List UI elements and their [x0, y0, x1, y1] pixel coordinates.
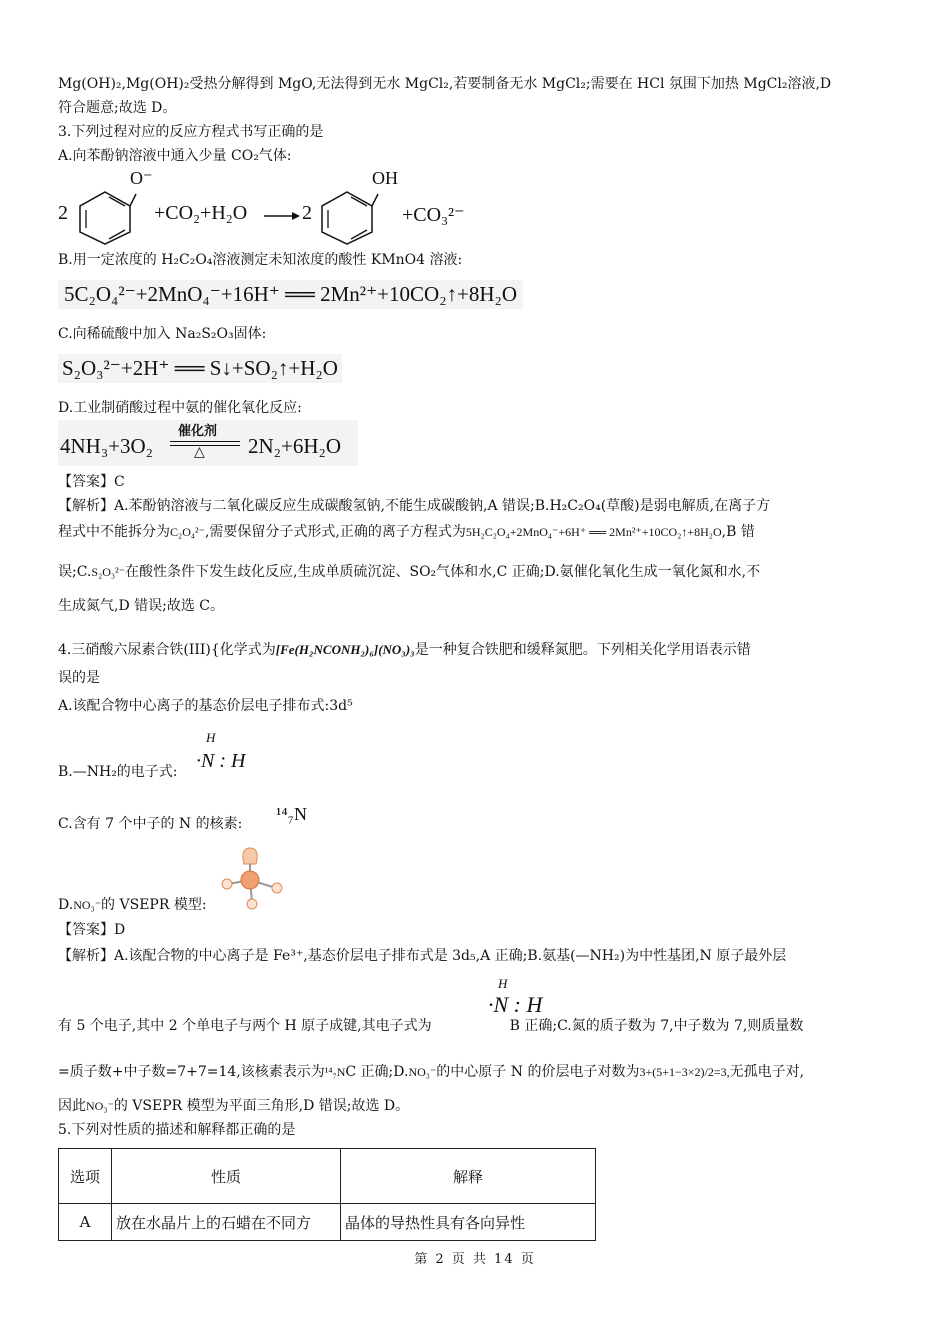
- formula: [Fe(H₂NCONH₂)₆](NO₃)₃: [275, 642, 415, 657]
- text: 误;C.: [58, 564, 92, 580]
- option-4c: C.含有 7 个中子的 N 的核素:: [58, 816, 243, 832]
- arrow-icon: [264, 210, 300, 222]
- equation-d: [58, 420, 358, 466]
- text: ,需要保留分子式形式,正确的离子方程式为: [204, 524, 466, 540]
- text: C 正确;D.: [345, 1064, 409, 1080]
- text: D.: [58, 897, 74, 913]
- phenol-oh: OH: [372, 168, 398, 188]
- options-table: [58, 1148, 596, 1241]
- text: 因此: [58, 1098, 86, 1114]
- explanation-3: [58, 560, 894, 584]
- explanation-3: 生成氮气,D 错误;故选 C。: [58, 598, 225, 614]
- text: 有 5 个电子,其中 2 个单电子与两个 H 原子成键,其电子式为: [58, 1018, 432, 1034]
- coef: 2: [58, 202, 68, 224]
- text: ,B 错: [721, 524, 755, 540]
- equation-b: 5C₂O₄²⁻+2MnO₄⁻+16H⁺ ══ 2Mn²⁺+10CO₂↑+8H₂O: [58, 280, 523, 309]
- table-cell: 放在水晶片上的石蜡在不同方: [112, 1204, 341, 1241]
- nh2-label: ·N : H: [196, 750, 246, 772]
- text: 的 VSEPR 模型为平面三角形,D 错误;故选 D。: [113, 1098, 410, 1114]
- text: 无孤电子对,: [729, 1064, 805, 1080]
- nuclide: ¹⁴₇N: [276, 804, 307, 824]
- phenolate-o: O⁻: [130, 168, 153, 188]
- option-3a: A.向苯酚钠溶液中通入少量 CO₂气体:: [58, 148, 292, 164]
- option-4a: A.该配合物中心离子的基态价层电子排布式:3d⁵: [58, 698, 353, 714]
- text: 是一种复合铁肥和缓释氮肥。下列相关化学用语表示错: [414, 642, 751, 658]
- vsepr-model-icon: [214, 846, 292, 912]
- question-5-stem: 5.下列对性质的描述和解释都正确的是: [58, 1122, 296, 1138]
- reactants: 4NH₃+3O₂: [60, 434, 153, 458]
- explanation-4: 【解析】A.该配合物的中心离子是 Fe³⁺,基态价层电子排布式是 3d₅,A 正确;B.氨基(—NH₂)为中性基团,N 原子最外层: [58, 948, 787, 964]
- coef: 2: [302, 202, 312, 224]
- h-label: H: [206, 730, 216, 745]
- equation-a: [58, 168, 478, 248]
- formula: NO₃⁻: [408, 1065, 437, 1079]
- table-header: 性质: [112, 1149, 341, 1204]
- text: 4.三硝酸六尿素合铁(III){化学式为: [58, 642, 276, 658]
- question-4-stem: 误的是: [58, 670, 100, 686]
- table-header-row: [59, 1149, 596, 1204]
- explanation-3: 【解析】A.苯酚钠溶液与二氧化碳反应生成碳酸氢钠,不能生成碳酸钠,A 错误;B.H₂C₂O₄(草酸)是弱电解质,在离子方: [58, 498, 771, 514]
- heat-symbol: △: [194, 445, 205, 460]
- nh2-label: ·N : H: [488, 992, 543, 1017]
- h-label: H: [498, 976, 508, 991]
- product: +CO₃²⁻: [402, 204, 465, 226]
- formula: NO₃⁻: [86, 1099, 114, 1113]
- question-3-stem: 3.下列过程对应的反应方程式书写正确的是: [58, 124, 324, 140]
- answer-3: 【答案】C: [58, 474, 125, 490]
- text: 的中心原子 N 的价层电子对数为: [436, 1064, 640, 1080]
- option-3c: C.向稀硫酸中加入 Na₂S₂O₃固体:: [58, 326, 267, 342]
- text: 程式中不能拆分为: [58, 524, 170, 540]
- explanation-3: [58, 520, 894, 544]
- text: 在酸性条件下发生歧化反应,生成单质硫沉淀、SO₂气体和水,C 正确;D.氨催化氧化生成一氧化氮和水,不: [125, 564, 761, 580]
- table-cell: A: [59, 1204, 112, 1241]
- explanation-4: [58, 1094, 894, 1118]
- option-4d: [58, 893, 894, 917]
- reaction-line: [170, 441, 240, 442]
- reactants: +CO₂+H₂O: [154, 202, 248, 224]
- question-4-stem: [58, 638, 894, 662]
- text-line: Mg(OH)₂,Mg(OH)₂受热分解得到 MgO,无法得到无水 MgCl₂,若要制备无水 MgCl₂;需要在 HCl 氛围下加热 MgCl₂溶液,D: [58, 76, 832, 92]
- benzene-ring-icon: [314, 184, 380, 246]
- explanation-4: [58, 1014, 894, 1038]
- formula: C₂O₄²⁻: [170, 525, 205, 539]
- answer-4: 【答案】D: [58, 922, 126, 938]
- text: B 正确;C.氮的质子数为 7,中子数为 7,则质量数: [509, 1018, 804, 1034]
- formula: 3+(5+1−3×2)/2=3,: [639, 1065, 730, 1079]
- formula: S₂O₃²⁻: [91, 565, 126, 579]
- text: =质子数+中子数=7+7=14,该核素表示为: [58, 1064, 325, 1080]
- reaction-line: [170, 445, 240, 446]
- explanation-4: [58, 1060, 894, 1084]
- table-header: 选项: [59, 1149, 112, 1204]
- formula: 5H₂C₂O₄+2MnO₄⁻+6H⁺ ══ 2Mn²⁺+10CO₂↑+8H₂O: [465, 525, 722, 539]
- text: 的 VSEPR 模型:: [101, 897, 207, 913]
- formula: NO₃⁻: [73, 898, 102, 912]
- option-4b: B.—NH₂的电子式:: [58, 764, 178, 780]
- catalyst-label: 催化剂: [178, 424, 218, 439]
- table-row: [59, 1204, 596, 1241]
- table-header: 解释: [341, 1149, 596, 1204]
- table-cell: 晶体的导热性具有各向异性: [341, 1204, 596, 1241]
- option-3d: D.工业制硝酸过程中氨的催化氧化反应:: [58, 400, 302, 416]
- text-line: 符合题意;故选 D。: [58, 100, 177, 116]
- benzene-ring-icon: [72, 184, 138, 246]
- formula: ¹⁴₇N: [324, 1065, 346, 1079]
- products: 2N₂+6H₂O: [248, 434, 341, 458]
- option-3b: B.用一定浓度的 H₂C₂O₄溶液测定未知浓度的酸性 KMnO4 溶液:: [58, 252, 463, 268]
- equation-c: S₂O₃²⁻+2H⁺ ══ S↓+SO₂↑+H₂O: [58, 354, 342, 383]
- page-footer: 第 2 页 共 14 页: [414, 1252, 536, 1267]
